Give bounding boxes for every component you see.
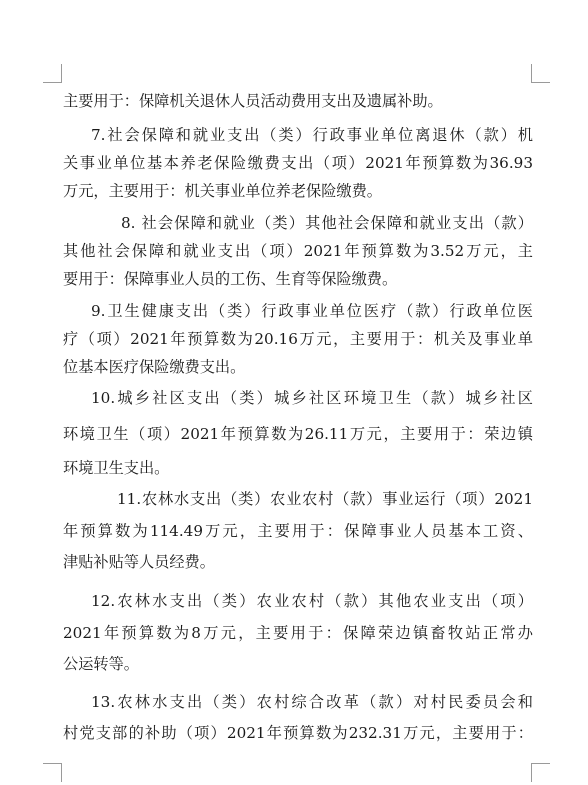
- text-line: 位基本医疗保险缴费支出。: [63, 358, 246, 376]
- text-line: 公运转等。: [63, 655, 139, 673]
- text-line: 主要用于：保障机关退休人员活动费用支出及遗属补助。: [63, 92, 443, 110]
- text-line: 疗（项）2021年预算数为20.16万元，主要用于：机关及事业单: [63, 330, 533, 348]
- text-line: 2021年预算数为8万元，主要用于：保障荣边镇畜牧站正常办: [63, 624, 533, 642]
- text-line: 万元，主要用于：机关事业单位养老保险缴费。: [63, 182, 382, 200]
- text-line: 9.卫生健康支出（类）行政事业单位医疗（款）行政单位医: [91, 302, 533, 320]
- text-line: 村党支部的补助（项）2021年预算数为232.31万元，主要用于：: [63, 724, 533, 742]
- text-line: 其他社会保障和就业支出（项）2021年预算数为3.52万元，主: [63, 242, 533, 260]
- text-line: 年预算数为114.49万元，主要用于：保障事业人员基本工资、: [63, 522, 533, 540]
- text-line: 要用于：保障事业人员的工伤、生育等保险缴费。: [63, 270, 398, 288]
- corner-mark-bottom-right: [531, 763, 550, 782]
- text-line: 津贴补贴等人员经费。: [63, 553, 215, 571]
- text-line: 7.社会保障和就业支出（类）行政事业单位离退休（款）机: [91, 126, 533, 144]
- text-line: 11.农林水支出（类）农业农村（款）事业运行（项）2021: [117, 490, 533, 508]
- text-line: 12.农林水支出（类）农业农村（款）其他农业支出（项）: [91, 592, 533, 610]
- corner-mark-bottom-left: [43, 763, 62, 782]
- text-line: 环境卫生（项）2021年预算数为26.11万元，主要用于：荣边镇: [63, 425, 533, 443]
- text-line: 8. 社会保障和就业（类）其他社会保障和就业支出（款）: [121, 214, 533, 232]
- text-line: 环境卫生支出。: [63, 459, 170, 477]
- text-line: 13.农林水支出（类）农村综合改革（款）对村民委员会和: [91, 693, 533, 711]
- text-line: 关事业单位基本养老保险缴费支出（项）2021年预算数为36.93: [63, 154, 533, 172]
- corner-mark-top-left: [43, 64, 62, 83]
- corner-mark-top-right: [531, 64, 550, 83]
- text-line: 10.城乡社区支出（类）城乡社区环境卫生（款）城乡社区: [91, 389, 533, 407]
